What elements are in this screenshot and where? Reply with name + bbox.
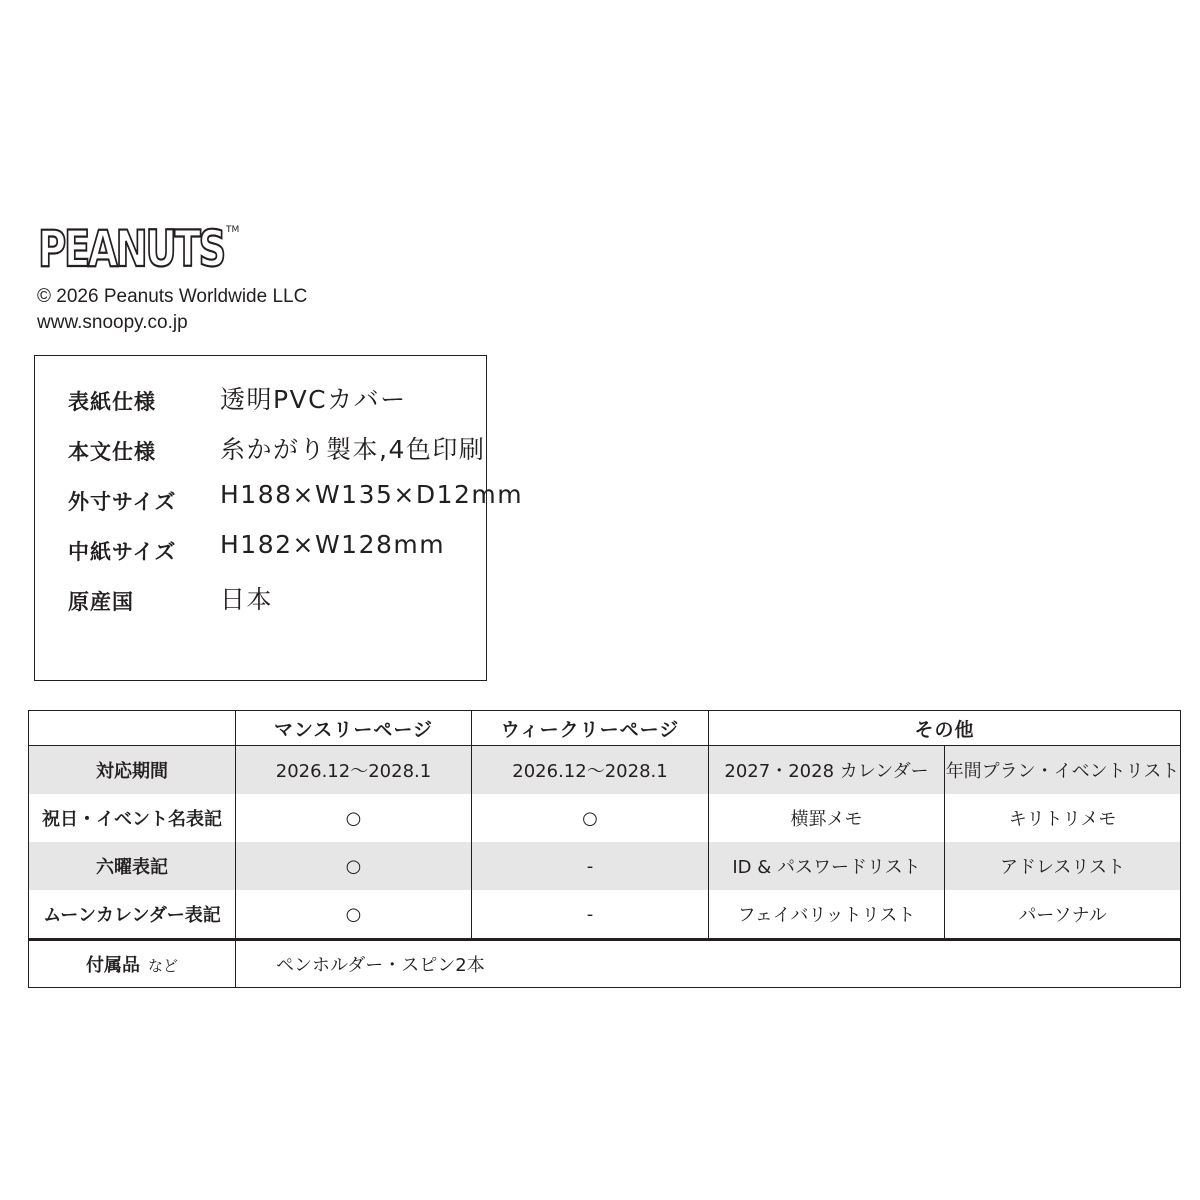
cell-weekly: 2026.12～2028.1 — [472, 746, 709, 795]
cell-weekly: - — [472, 890, 709, 940]
spec-value: 糸かがり製本,4色印刷 — [220, 435, 486, 464]
row-label: 六曜表記 — [29, 842, 236, 890]
copyright-text: © 2026 Peanuts Worldwide LLC — [37, 286, 308, 307]
cell-other-1: 2027・2028 カレンダー — [709, 746, 945, 795]
cell-monthly: 2026.12～2028.1 — [236, 746, 472, 795]
cell-monthly: ○ — [236, 842, 472, 890]
table-row — [29, 746, 1181, 795]
cell-weekly: - — [472, 842, 709, 890]
spec-value: 日本 — [220, 585, 274, 614]
cell-other-2: 年間プラン・イベントリスト — [945, 746, 1181, 795]
footer-value: ペンホルダー・スピン2本 — [236, 940, 1181, 988]
svg-text:TM: TM — [226, 225, 240, 235]
header-monthly: マンスリーページ — [236, 711, 472, 746]
spec-label: 外寸サイズ — [68, 490, 177, 514]
peanuts-logo-graphic — [36, 218, 246, 274]
table-header-row — [29, 711, 1181, 746]
spec-value: H188×W135×D12mm — [220, 480, 524, 509]
svg-text:PEANUTS: PEANUTS — [38, 220, 224, 274]
spec-label: 本文仕様 — [68, 440, 156, 464]
cell-other-1: 横罫メモ — [709, 794, 945, 842]
product-spec-box — [34, 355, 524, 681]
footer-label: 付属品 — [85, 955, 140, 976]
cell-weekly: ○ — [472, 794, 709, 842]
table-row — [29, 794, 1181, 842]
feature-table-wrapper — [28, 710, 1180, 988]
table-footer-row — [29, 940, 1181, 988]
cell-monthly: ○ — [236, 890, 472, 940]
footer-label-cell — [29, 940, 236, 988]
cell-other-1: フェイバリットリスト — [709, 890, 945, 940]
spec-row-body — [35, 428, 486, 468]
peanuts-logo — [36, 218, 246, 274]
spec-label: 中紙サイズ — [68, 540, 177, 564]
spec-label: 原産国 — [68, 590, 134, 614]
cell-other-2: キリトリメモ — [945, 794, 1181, 842]
header-weekly: ウィークリーページ — [472, 711, 709, 746]
row-label: ムーンカレンダー表記 — [29, 890, 236, 940]
cell-other-2: アドレスリスト — [945, 842, 1181, 890]
spec-row-outer-size — [35, 478, 524, 518]
row-label: 祝日・イベント名表記 — [29, 794, 236, 842]
table-row — [29, 890, 1181, 940]
spec-row-inner-size — [35, 528, 486, 568]
spec-value: H182×W128mm — [220, 530, 446, 559]
footer-label-suffix: など — [147, 957, 178, 975]
header-other: その他 — [709, 711, 1181, 746]
table-row — [29, 842, 1181, 890]
spec-row-cover — [35, 378, 486, 418]
row-label: 対応期間 — [29, 746, 236, 795]
header-empty-cell — [29, 711, 236, 746]
spec-label: 表紙仕様 — [68, 390, 156, 414]
website-url: www.snoopy.co.jp — [37, 312, 188, 333]
feature-table — [28, 710, 1181, 988]
cell-monthly: ○ — [236, 794, 472, 842]
cell-other-2: パーソナル — [945, 890, 1181, 940]
spec-value: 透明PVCカバー — [220, 385, 407, 414]
cell-other-1: ID & パスワードリスト — [709, 842, 945, 890]
spec-row-origin — [35, 578, 486, 618]
